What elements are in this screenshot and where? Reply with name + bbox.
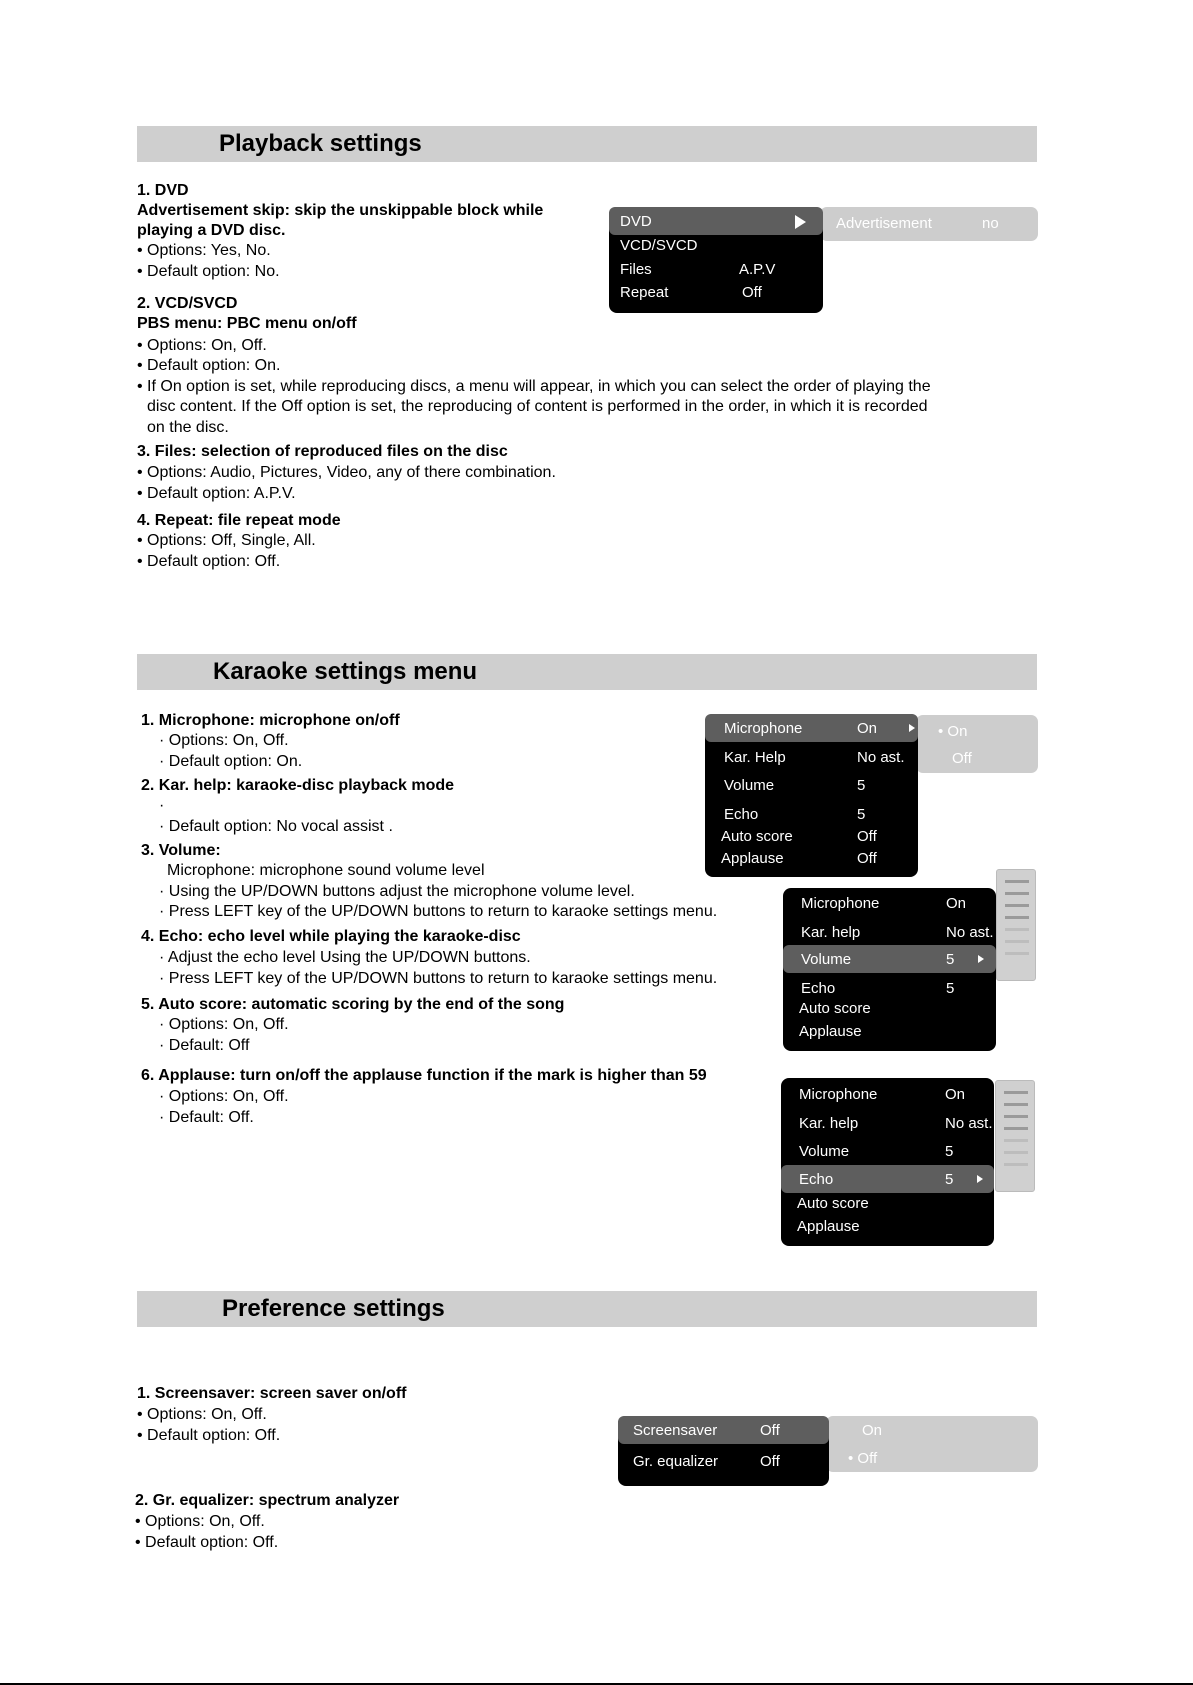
advertisement-submenu[interactable] bbox=[820, 207, 1038, 241]
playback-text-line: • Options: Yes, No. bbox=[137, 242, 271, 259]
menu-value-karhelp: No ast. bbox=[857, 749, 905, 766]
submenu-option-off[interactable]: • Off bbox=[848, 1450, 878, 1467]
submenu-advertisement-value: no bbox=[982, 215, 999, 232]
playback-heading-repeat: 4. Repeat: file repeat mode bbox=[137, 512, 341, 529]
karaoke-text-line: · Options: On, Off. bbox=[159, 732, 289, 749]
karaoke-heading-volume: 3. Volume: bbox=[141, 842, 221, 859]
screensaver-submenu[interactable] bbox=[826, 1416, 1038, 1472]
preference-heading-screensaver: 1. Screensaver: screen saver on/off bbox=[137, 1385, 407, 1402]
karaoke-text-line: Microphone: microphone sound volume level bbox=[167, 862, 485, 879]
karaoke-heading-echo: 4. Echo: echo level while playing the karaoke-disc bbox=[141, 928, 521, 945]
submenu-arrow-icon bbox=[978, 955, 984, 963]
menu-row-microphone[interactable]: Microphone bbox=[724, 720, 803, 737]
section-band-karaoke bbox=[137, 654, 1037, 690]
section-band-playback bbox=[137, 126, 1037, 162]
menu-value-repeat: Off bbox=[742, 284, 762, 301]
playback-heading-dvd: 1. DVD bbox=[137, 182, 189, 199]
karaoke-heading-applause: 6. Applause: turn on/off the applause function if the mark is higher than 59 bbox=[141, 1067, 707, 1084]
playback-text-line: Advertisement skip: skip the unskippable block while bbox=[137, 202, 544, 219]
menu-value-equalizer: Off bbox=[760, 1453, 780, 1470]
menu-value-echo: 5 bbox=[946, 980, 955, 997]
section-title-playback: Playback settings bbox=[219, 130, 422, 157]
playback-text-line: • Options: On, Off. bbox=[137, 337, 267, 354]
menu-row-autoscore[interactable]: Auto score bbox=[797, 1195, 869, 1212]
menu-value-autoscore: Off bbox=[857, 828, 877, 845]
playback-text-line: • Default option: On. bbox=[137, 357, 281, 374]
submenu-option-off[interactable]: Off bbox=[952, 750, 972, 767]
playback-menu bbox=[609, 207, 823, 313]
menu-row-vcd[interactable]: VCD/SVCD bbox=[620, 237, 698, 254]
volume-level-indicator[interactable] bbox=[996, 869, 1036, 981]
menu-row-equalizer[interactable]: Gr. equalizer bbox=[633, 1453, 719, 1470]
playback-text-line: PBS menu: PBC menu on/off bbox=[137, 315, 357, 332]
playback-text-line: • Default option: No. bbox=[137, 263, 280, 280]
karaoke-text-line: · Options: On, Off. bbox=[159, 1016, 289, 1033]
menu-row-karhelp[interactable]: Kar. Help bbox=[724, 749, 786, 766]
karaoke-heading-microphone: 1. Microphone: microphone on/off bbox=[141, 712, 400, 729]
menu-row-echo[interactable]: Echo bbox=[724, 806, 759, 823]
menu-row-echo[interactable]: Echo bbox=[799, 1171, 834, 1188]
playback-heading-files: 3. Files: selection of reproduced files on the disc bbox=[137, 443, 508, 460]
karaoke-text-line: · Options: On, Off. bbox=[159, 1088, 289, 1105]
playback-text-line: • Options: Audio, Pictures, Video, any of there combination. bbox=[137, 464, 556, 481]
preference-text-line: • Options: On, Off. bbox=[135, 1513, 265, 1530]
menu-row-dvd[interactable]: DVD bbox=[620, 213, 652, 230]
preference-menu bbox=[618, 1416, 829, 1486]
menu-value-microphone: On bbox=[945, 1086, 966, 1103]
menu-value-microphone: On bbox=[857, 720, 878, 737]
playback-text-line: • Options: Off, Single, All. bbox=[137, 532, 316, 549]
menu-row-volume[interactable]: Volume bbox=[801, 951, 852, 968]
menu-value-karhelp: No ast. bbox=[945, 1115, 993, 1132]
menu-row-autoscore[interactable]: Auto score bbox=[721, 828, 793, 845]
menu-value-applause: Off bbox=[857, 850, 877, 867]
playback-heading-vcd: 2. VCD/SVCD bbox=[137, 295, 238, 312]
playback-text-line: playing a DVD disc. bbox=[137, 222, 286, 239]
menu-row-repeat[interactable]: Repeat bbox=[620, 284, 669, 301]
microphone-submenu[interactable] bbox=[916, 715, 1038, 773]
menu-row-screensaver[interactable]: Screensaver bbox=[633, 1422, 718, 1439]
playback-text-line: disc content. If the Off option is set, the reproducing of content is performed in the order, in which it is recorded bbox=[147, 398, 928, 415]
menu-value-volume: 5 bbox=[857, 777, 866, 794]
karaoke-text-line: · Default: Off bbox=[159, 1037, 250, 1054]
section-title-preference: Preference settings bbox=[222, 1295, 445, 1322]
playback-text-line: • If On option is set, while reproducing discs, a menu will appear, in which you can select the order of playing the bbox=[137, 378, 931, 395]
preference-heading-equalizer: 2. Gr. equalizer: spectrum analyzer bbox=[135, 1492, 400, 1509]
menu-row-volume[interactable]: Volume bbox=[724, 777, 775, 794]
menu-row-applause[interactable]: Applause bbox=[799, 1023, 862, 1040]
preference-text-line: • Default option: Off. bbox=[137, 1427, 281, 1444]
preference-text-line: • Options: On, Off. bbox=[137, 1406, 267, 1423]
menu-row-karhelp[interactable]: Kar. help bbox=[799, 1115, 859, 1132]
playback-text-line: • Default option: Off. bbox=[137, 553, 281, 570]
menu-value-files: A.P.V bbox=[739, 261, 776, 278]
karaoke-text-line: · Default option: On. bbox=[159, 753, 303, 770]
karaoke-menu-echo bbox=[781, 1078, 994, 1246]
menu-value-volume: 5 bbox=[946, 951, 955, 968]
menu-row-volume[interactable]: Volume bbox=[799, 1143, 850, 1160]
submenu-arrow-icon bbox=[977, 1175, 983, 1183]
karaoke-text-line: · Default option: No vocal assist . bbox=[159, 818, 393, 835]
menu-value-screensaver: Off bbox=[760, 1422, 780, 1439]
submenu-arrow-icon bbox=[795, 215, 806, 229]
playback-text-line: • Default option: A.P.V. bbox=[137, 485, 296, 502]
playback-text-line: on the disc. bbox=[147, 419, 229, 436]
submenu-option-on[interactable]: On bbox=[862, 1422, 883, 1439]
menu-row-microphone[interactable]: Microphone bbox=[799, 1086, 878, 1103]
menu-value-echo: 5 bbox=[857, 806, 866, 823]
karaoke-menu-microphone bbox=[705, 714, 918, 877]
menu-row-karhelp[interactable]: Kar. help bbox=[801, 924, 861, 941]
karaoke-menu-volume bbox=[783, 888, 996, 1051]
karaoke-text-line: · Adjust the echo level Using the UP/DOWN buttons. bbox=[159, 949, 531, 966]
section-band-preference bbox=[137, 1291, 1037, 1327]
submenu-arrow-icon bbox=[909, 724, 915, 732]
karaoke-heading-autoscore: 5. Auto score: automatic scoring by the end of the song bbox=[141, 996, 565, 1013]
menu-row-applause[interactable]: Applause bbox=[797, 1218, 860, 1235]
submenu-option-on[interactable]: • On bbox=[938, 723, 968, 740]
echo-level-indicator[interactable] bbox=[995, 1080, 1035, 1192]
karaoke-text-line: · Using the UP/DOWN buttons adjust the microphone volume level. bbox=[159, 883, 635, 900]
menu-row-autoscore[interactable]: Auto score bbox=[799, 1000, 871, 1017]
menu-value-karhelp: No ast. bbox=[946, 924, 994, 941]
menu-value-volume: 5 bbox=[945, 1143, 954, 1160]
karaoke-text-line: · Press LEFT key of the UP/DOWN buttons to return to karaoke settings menu. bbox=[159, 970, 718, 987]
karaoke-text-line: · Press LEFT key of the UP/DOWN buttons to return to karaoke settings menu. bbox=[159, 903, 718, 920]
karaoke-text-line: · Default: Off. bbox=[159, 1109, 254, 1126]
menu-row-applause[interactable]: Applause bbox=[721, 850, 784, 867]
menu-row-echo[interactable]: Echo bbox=[801, 980, 836, 997]
karaoke-heading-karhelp: 2. Kar. help: karaoke-disc playback mode bbox=[141, 777, 455, 794]
menu-row-microphone[interactable]: Microphone bbox=[801, 895, 880, 912]
preference-text-line: • Default option: Off. bbox=[135, 1534, 279, 1551]
menu-value-echo: 5 bbox=[945, 1171, 954, 1188]
submenu-advertisement-label: Advertisement bbox=[836, 215, 932, 232]
section-title-karaoke: Karaoke settings menu bbox=[213, 658, 478, 685]
menu-value-microphone: On bbox=[946, 895, 967, 912]
menu-row-files[interactable]: Files bbox=[620, 261, 652, 278]
karaoke-text-line: · bbox=[159, 797, 165, 814]
